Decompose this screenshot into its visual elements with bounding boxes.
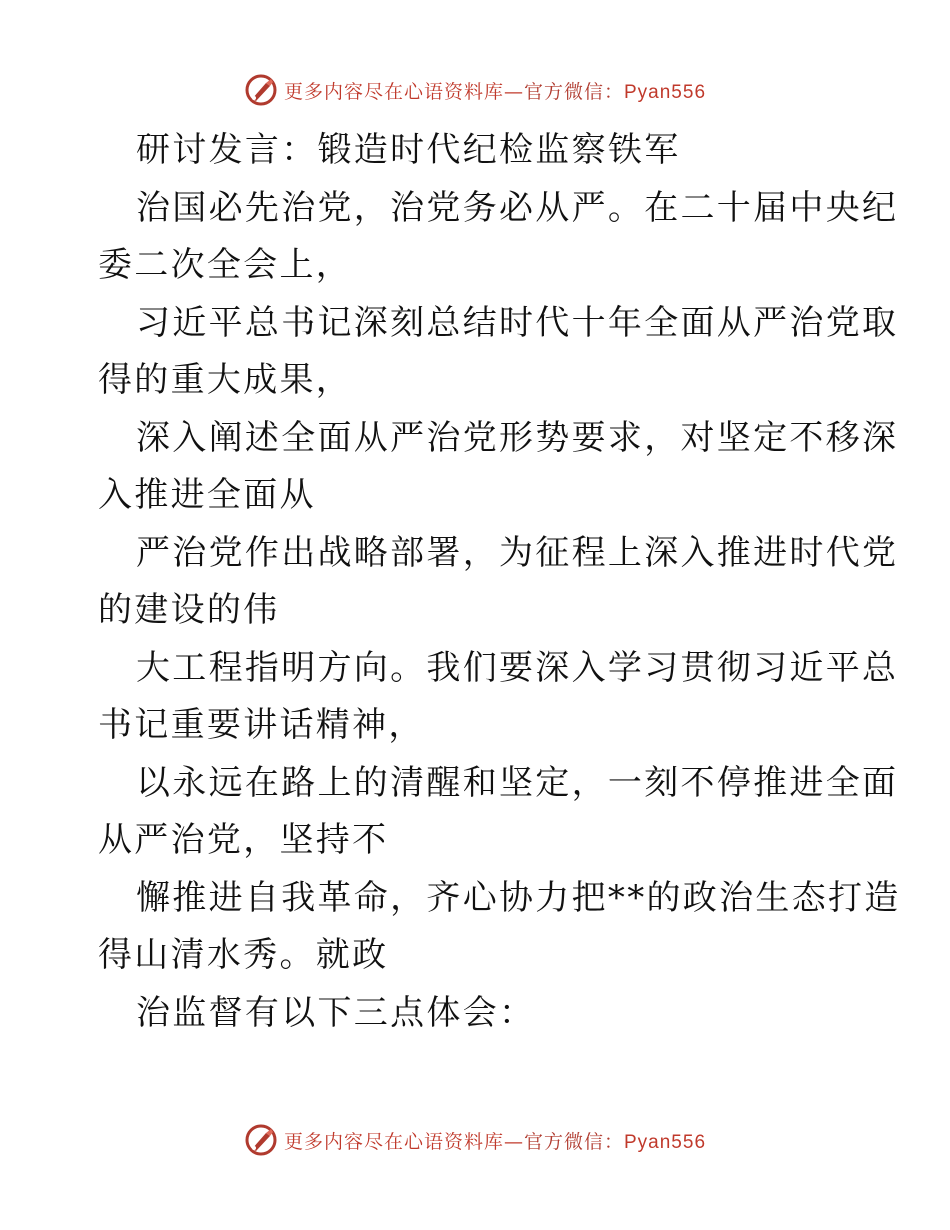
paragraph-line: 书记重要讲话精神， (98, 705, 425, 745)
banner-dash: — (503, 1130, 524, 1153)
paragraph-line: 治国必先治党，治党务必从严。在二十届中央纪 (136, 187, 899, 228)
banner-dash: — (503, 80, 524, 103)
footer-banner (0, 1120, 950, 1160)
banner-wechat-id: Pyan556 (624, 81, 707, 103)
paragraph-line: 得的重大成果， (98, 360, 353, 400)
paragraph-line: 习近平总书记深刻总结时代十年全面从严治党取 (136, 302, 899, 343)
banner-wechat-label: 官方微信： (523, 80, 624, 103)
banner-text (284, 1127, 706, 1154)
paragraph-line: 懈推进自我革命，齐心协力把**的政治生态打造 (136, 877, 901, 918)
banner-wechat-id: Pyan556 (624, 1131, 707, 1153)
paragraph-line: 深入阐述全面从严治党形势要求，对坚定不移深 (136, 417, 899, 458)
paragraph-line: 治监督有以下三点体会： (136, 992, 536, 1033)
banner-title: 更多内容尽在心语资料库 (283, 80, 504, 103)
pen-logo-icon (244, 73, 278, 107)
banner-title: 更多内容尽在心语资料库 (283, 1130, 504, 1153)
paragraph-line: 的建设的伟 (98, 590, 280, 630)
document-title: 研讨发言：锻造时代纪检监察铁军 (136, 130, 681, 170)
paragraph-line: 入推进全面从 (98, 475, 316, 515)
banner-text (284, 77, 706, 104)
header-banner (0, 70, 950, 110)
document-body (98, 122, 901, 1042)
paragraph-line: 得山清水秀。就政 (98, 935, 389, 975)
paragraph-line: 以永远在路上的清醒和坚定，一刻不停推进全面 (136, 762, 899, 803)
paragraph-line: 严治党作出战略部署，为征程上深入推进时代党 (136, 532, 899, 573)
banner-wechat-label: 官方微信： (523, 1130, 624, 1153)
paragraph-line: 大工程指明方向。我们要深入学习贯彻习近平总 (136, 647, 899, 688)
paragraph-line: 从严治党，坚持不 (98, 820, 389, 860)
paragraph-line: 委二次全会上， (98, 245, 353, 285)
pen-logo-icon (244, 1123, 278, 1157)
